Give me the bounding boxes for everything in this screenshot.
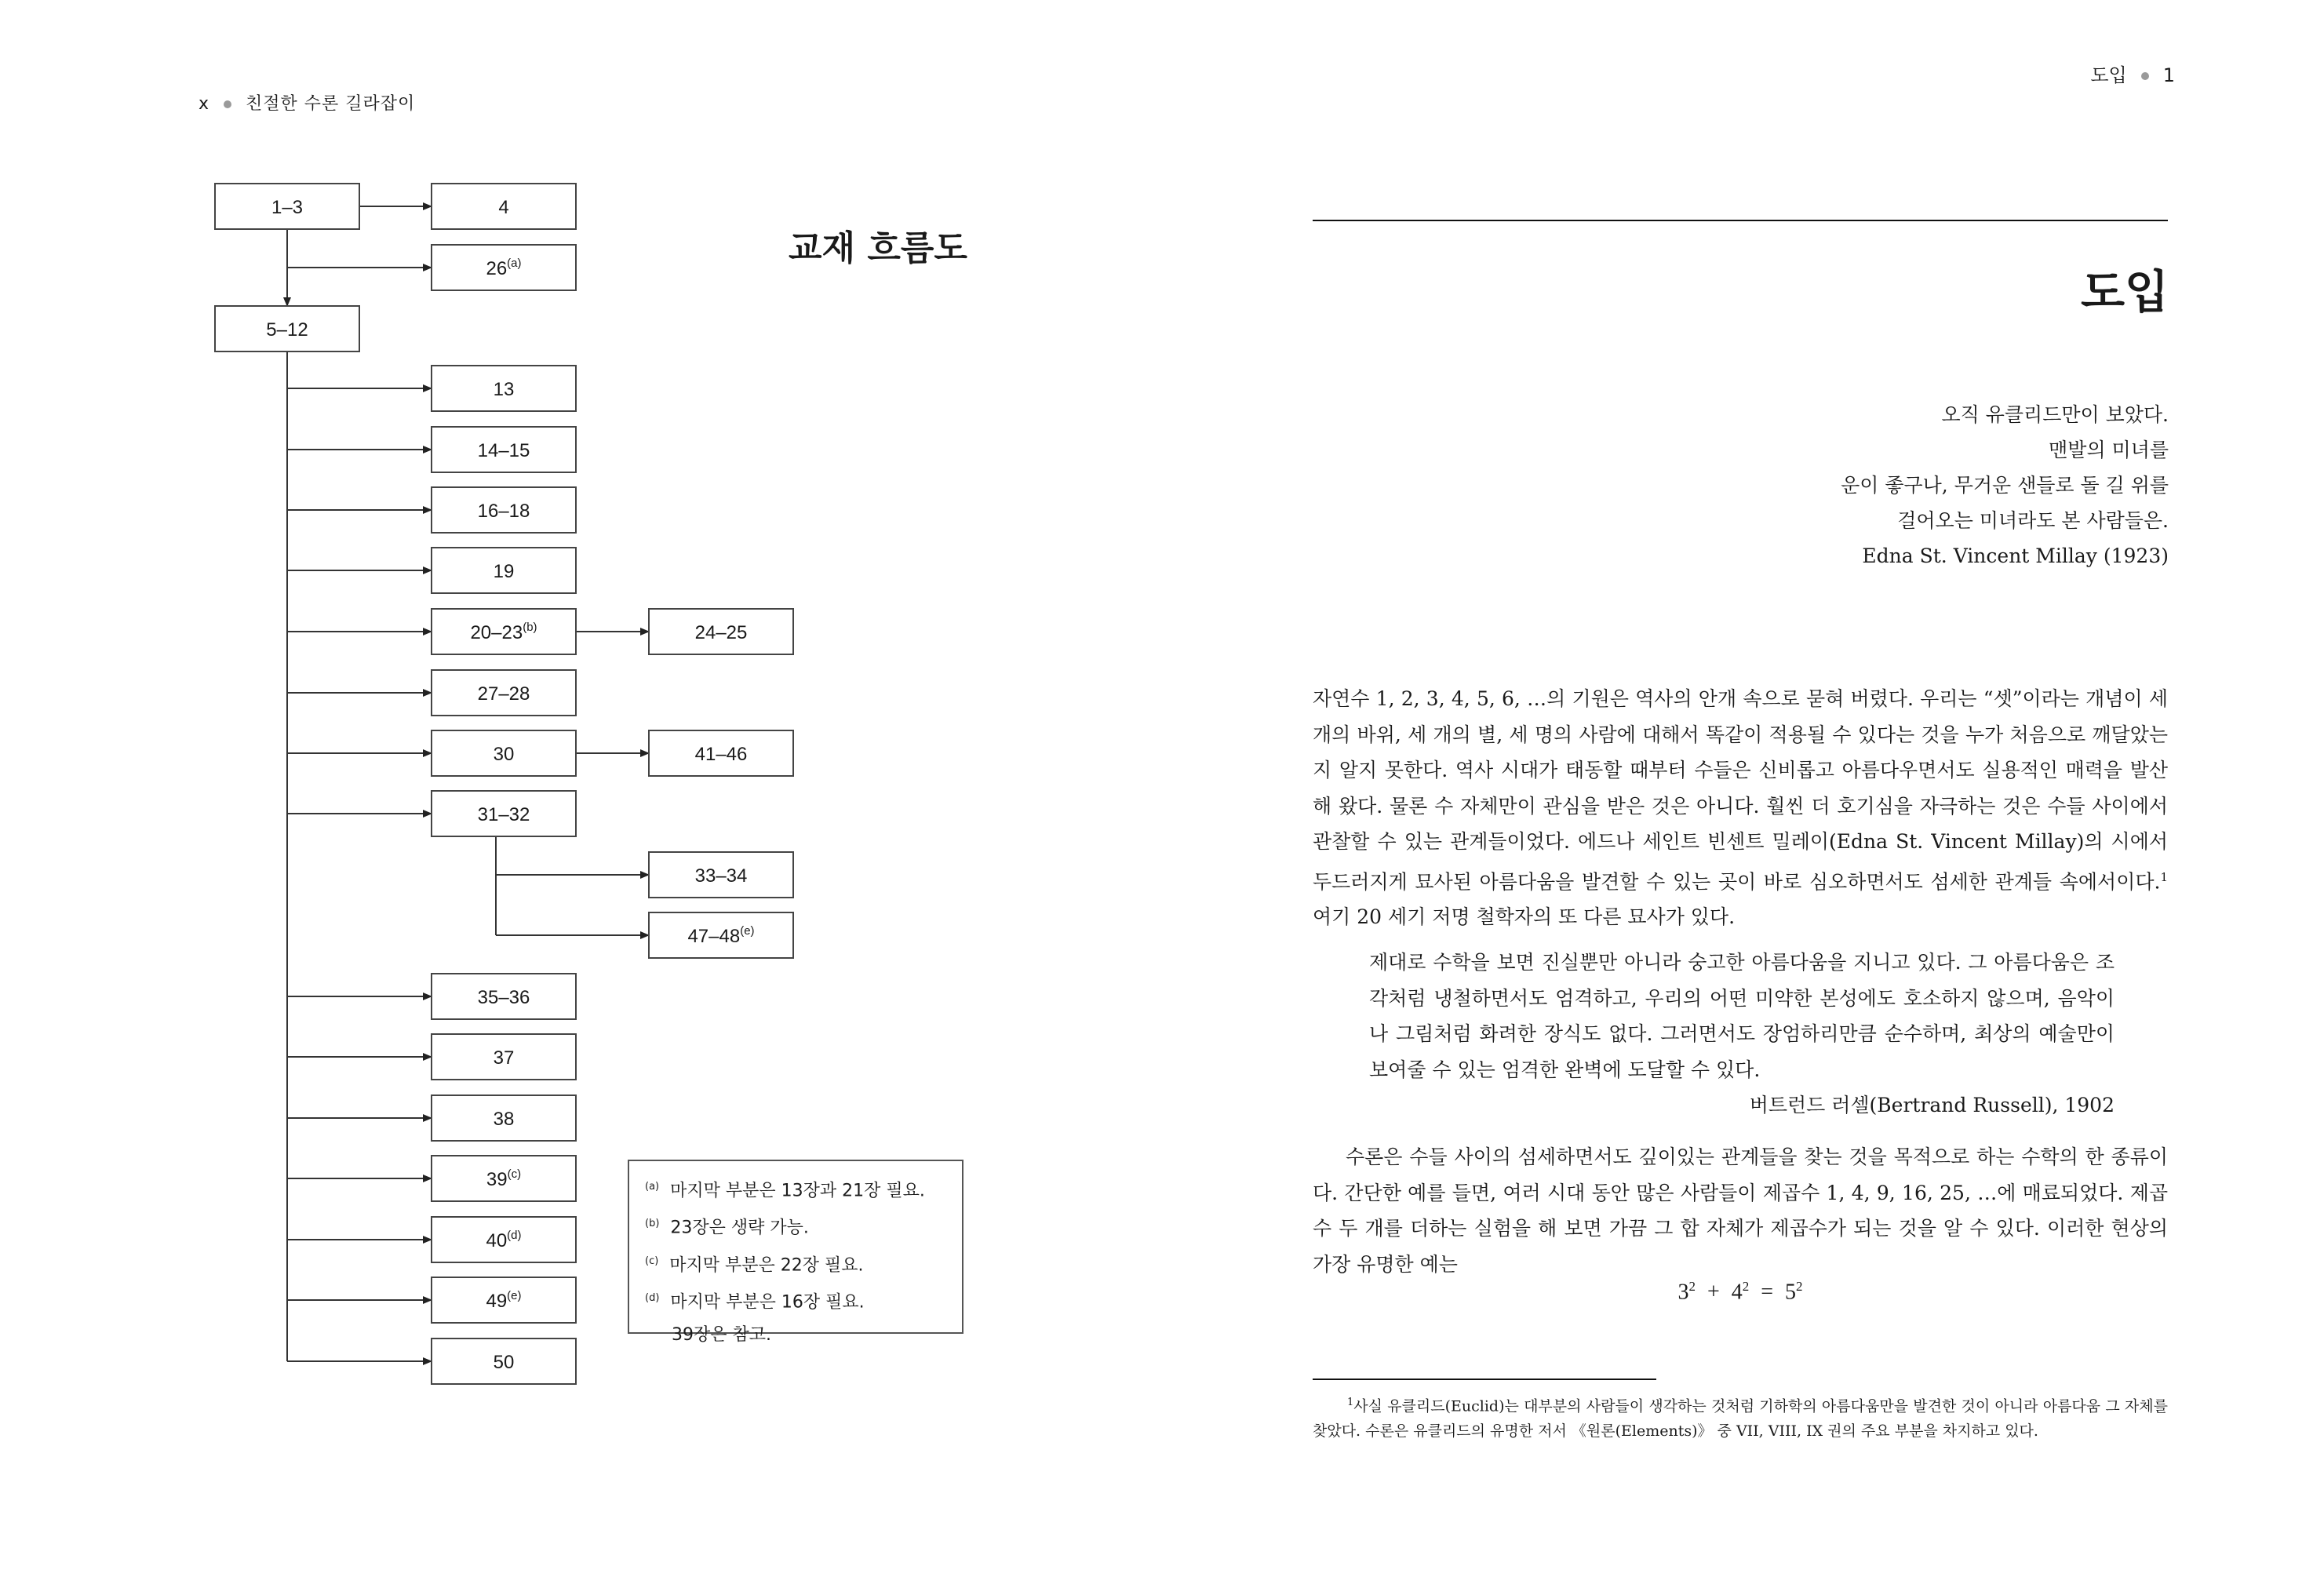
flow-box-label: 5–12 xyxy=(266,319,308,341)
epigraph-line: 맨발의 미녀를 xyxy=(2049,439,2169,461)
page-number: 1 xyxy=(2162,64,2175,86)
bullet-dot-icon xyxy=(2141,72,2149,80)
flow-box-label: 26$^{(a)}$ xyxy=(486,257,522,279)
paragraph-1: 자연수 1, 2, 3, 4, 5, 6, …의 기원은 역사의 안개 속으로 묻혀 버렸다. 우리는 “셋”이라는 개념이 세 개의 바위, 세 개의 별, 세 명의 사람에 대해서 똑같이 적용될 수 있다는 것을 누가 처음으로 깨달았는지 알지 못한다. 역사 시대가 태동할 때부터 수들은 신비롭고 아름다우면서도 실용적인 매력을 발산해 왔다. 물론 수 자체만이 관심을 받은 것은 아니다. 훨씬 더 호기심을 자극하는 것은 수들 사이에서 관찰할 수 있는 관계들이었다. 에드나 세인트 빈센트 밀레이(Edna St. Vincent Millay)의 시에서 두드러지게 묘사된 아름다움을 발견할 수 있는 곳이 바로 심오하면서도 섬세한 관계들 속에서이다.$^1$ 여기 20 세기 저명 철학자의 또 다른 묘사가 있다. xyxy=(1313,687,2168,929)
flow-box-49 xyxy=(432,1277,576,1323)
flow-box-41 xyxy=(649,730,793,776)
flow-box-label: 38 xyxy=(493,1109,515,1130)
flow-box-label: 41–46 xyxy=(694,744,748,765)
flow-box-27 xyxy=(432,670,576,716)
note-a: $^{(a)}$ 마지막 부분은 13장과 21장 필요. xyxy=(645,1181,925,1201)
flow-box-26 xyxy=(432,245,576,290)
footnote: $^1$사실 유클리드(Euclid)는 대부분의 사람들이 생각하는 것처럼 기하학의 아름다움만을 발견한 것이 아니라 아름다움 그 자체를 찾았다. 수론은 유클리드의 유명한 저서 《원론(Elements)》 중 VII, VIII, IX 권의 주요 부분을 차지하고 있다. xyxy=(1313,1397,2168,1440)
epigraph-line: 오직 유클리드만이 보았다. xyxy=(1941,403,2169,426)
flow-box-30 xyxy=(432,730,576,776)
exponent: 2 xyxy=(1742,1279,1750,1294)
flow-box-4 xyxy=(432,184,576,229)
flow-box-label: 35–36 xyxy=(477,987,530,1008)
chapter-rule xyxy=(1313,220,2168,221)
flow-box-label: 50 xyxy=(493,1352,515,1373)
flow-box-label: 1–3 xyxy=(271,197,304,218)
flowchart-notes xyxy=(628,1160,963,1346)
flow-box-16 xyxy=(432,487,576,533)
flow-box-label: 37 xyxy=(493,1047,515,1069)
flow-box-47 xyxy=(649,912,793,958)
flow-box-label: 19 xyxy=(493,561,515,582)
flow-box-label: 40$^{(d)}$ xyxy=(486,1229,522,1251)
block-quote: 제대로 수학을 보면 진실뿐만 아니라 숭고한 아름다움을 지니고 있다. 그 아름다움은 조각처럼 냉철하면서도 엄격하고, 우리의 어떤 미약한 본성에도 호소하지 않으며, 음악이나 그림처럼 화려한 장식도 없다. 그러면서도 장엄하리만큼 순수하며, 최상의 예술만이 보여줄 수 있는 엄격한 완벽에 도달할 수 있다. xyxy=(1369,951,2115,1081)
footnote-marker: 1 xyxy=(2160,869,2168,884)
section-name: 도입 xyxy=(2090,64,2127,86)
flow-box-37 xyxy=(432,1034,576,1080)
flow-box-13 xyxy=(432,366,576,411)
flow-box-39 xyxy=(432,1156,576,1201)
flow-box-35 xyxy=(432,974,576,1019)
flow-box-50 xyxy=(432,1339,576,1384)
flow-box-label: 27–28 xyxy=(477,683,530,705)
flow-box-1 xyxy=(215,184,359,229)
flow-box-label: 16–18 xyxy=(477,501,530,522)
note-b: $^{(b)}$ 23장은 생략 가능. xyxy=(645,1218,809,1238)
epigraph-line: 걸어오는 미녀라도 본 사람들은. xyxy=(1897,509,2169,532)
running-header-right xyxy=(2090,60,2175,87)
quote-attribution: 버트런드 러셀(Bertrand Russell), 1902 xyxy=(1749,1094,2115,1116)
flow-box-label: 24–25 xyxy=(694,622,748,643)
flow-box-19 xyxy=(432,548,576,593)
flow-box-20 xyxy=(432,609,576,654)
flow-box-31 xyxy=(432,791,576,836)
flow-box-38 xyxy=(432,1095,576,1141)
epigraph xyxy=(1841,397,2169,574)
flow-box-label: 31–32 xyxy=(477,804,530,825)
flow-box-label: 13 xyxy=(493,379,515,400)
epigraph-attribution: Edna St. Vincent Millay (1923) xyxy=(1862,545,2169,567)
flow-box-label: 14–15 xyxy=(477,440,530,461)
flow-box-label: 20–23$^{(b)}$ xyxy=(470,621,537,643)
paragraph-2: 수론은 수들 사이의 섬세하면서도 깊이있는 관계들을 찾는 것을 목적으로 하는 수학의 한 종류이다. 간단한 예를 들면, 여러 시대 동안 많은 사람들이 제곱수 1, 4, 9, 16, 25, …에 매료되었다. 제곱수 두 개를 더하는 실험을 해 보면 가끔 그 합 자체가 제곱수가 되는 것을 알 수 있다. 이러한 현상의 가장 유명한 예는 xyxy=(1313,1145,2168,1276)
flow-box-24 xyxy=(649,609,793,654)
flow-box-label: 4 xyxy=(498,197,509,218)
flow-box-5 xyxy=(215,306,359,351)
flow-box-label: 30 xyxy=(493,744,515,765)
flow-box-label: 49$^{(e)}$ xyxy=(486,1289,522,1312)
equation: $3^2 + 4^2 = 5^2$ xyxy=(1677,1279,1803,1305)
flowchart xyxy=(0,0,1161,1588)
flowchart-title: 교재 흐름도 xyxy=(789,228,967,268)
footnote-rule xyxy=(1313,1379,1656,1380)
note-d-continued: 39장은 참고. xyxy=(672,1325,771,1346)
flow-box-label: 47–48$^{(e)}$ xyxy=(687,924,755,947)
epigraph-line: 운이 좋구나, 무거운 샌들로 돌 길 위를 xyxy=(1841,474,2169,497)
page-number-roman: x xyxy=(199,94,210,114)
book-title: 친절한 수론 길라잡이 xyxy=(246,94,416,114)
flow-box-label: 39$^{(c)}$ xyxy=(486,1167,522,1190)
flow-box-label: 33–34 xyxy=(694,865,748,887)
note-d: $^{(d)}$ 마지막 부분은 16장 필요. xyxy=(645,1291,865,1313)
flow-box-33 xyxy=(649,852,793,898)
flow-box-14 xyxy=(432,427,576,472)
note-c: $^{(c)}$ 마지막 부분은 22장 필요. xyxy=(645,1255,864,1275)
chapter-title: 도입 xyxy=(2080,265,2169,319)
flow-box-40 xyxy=(432,1217,576,1262)
